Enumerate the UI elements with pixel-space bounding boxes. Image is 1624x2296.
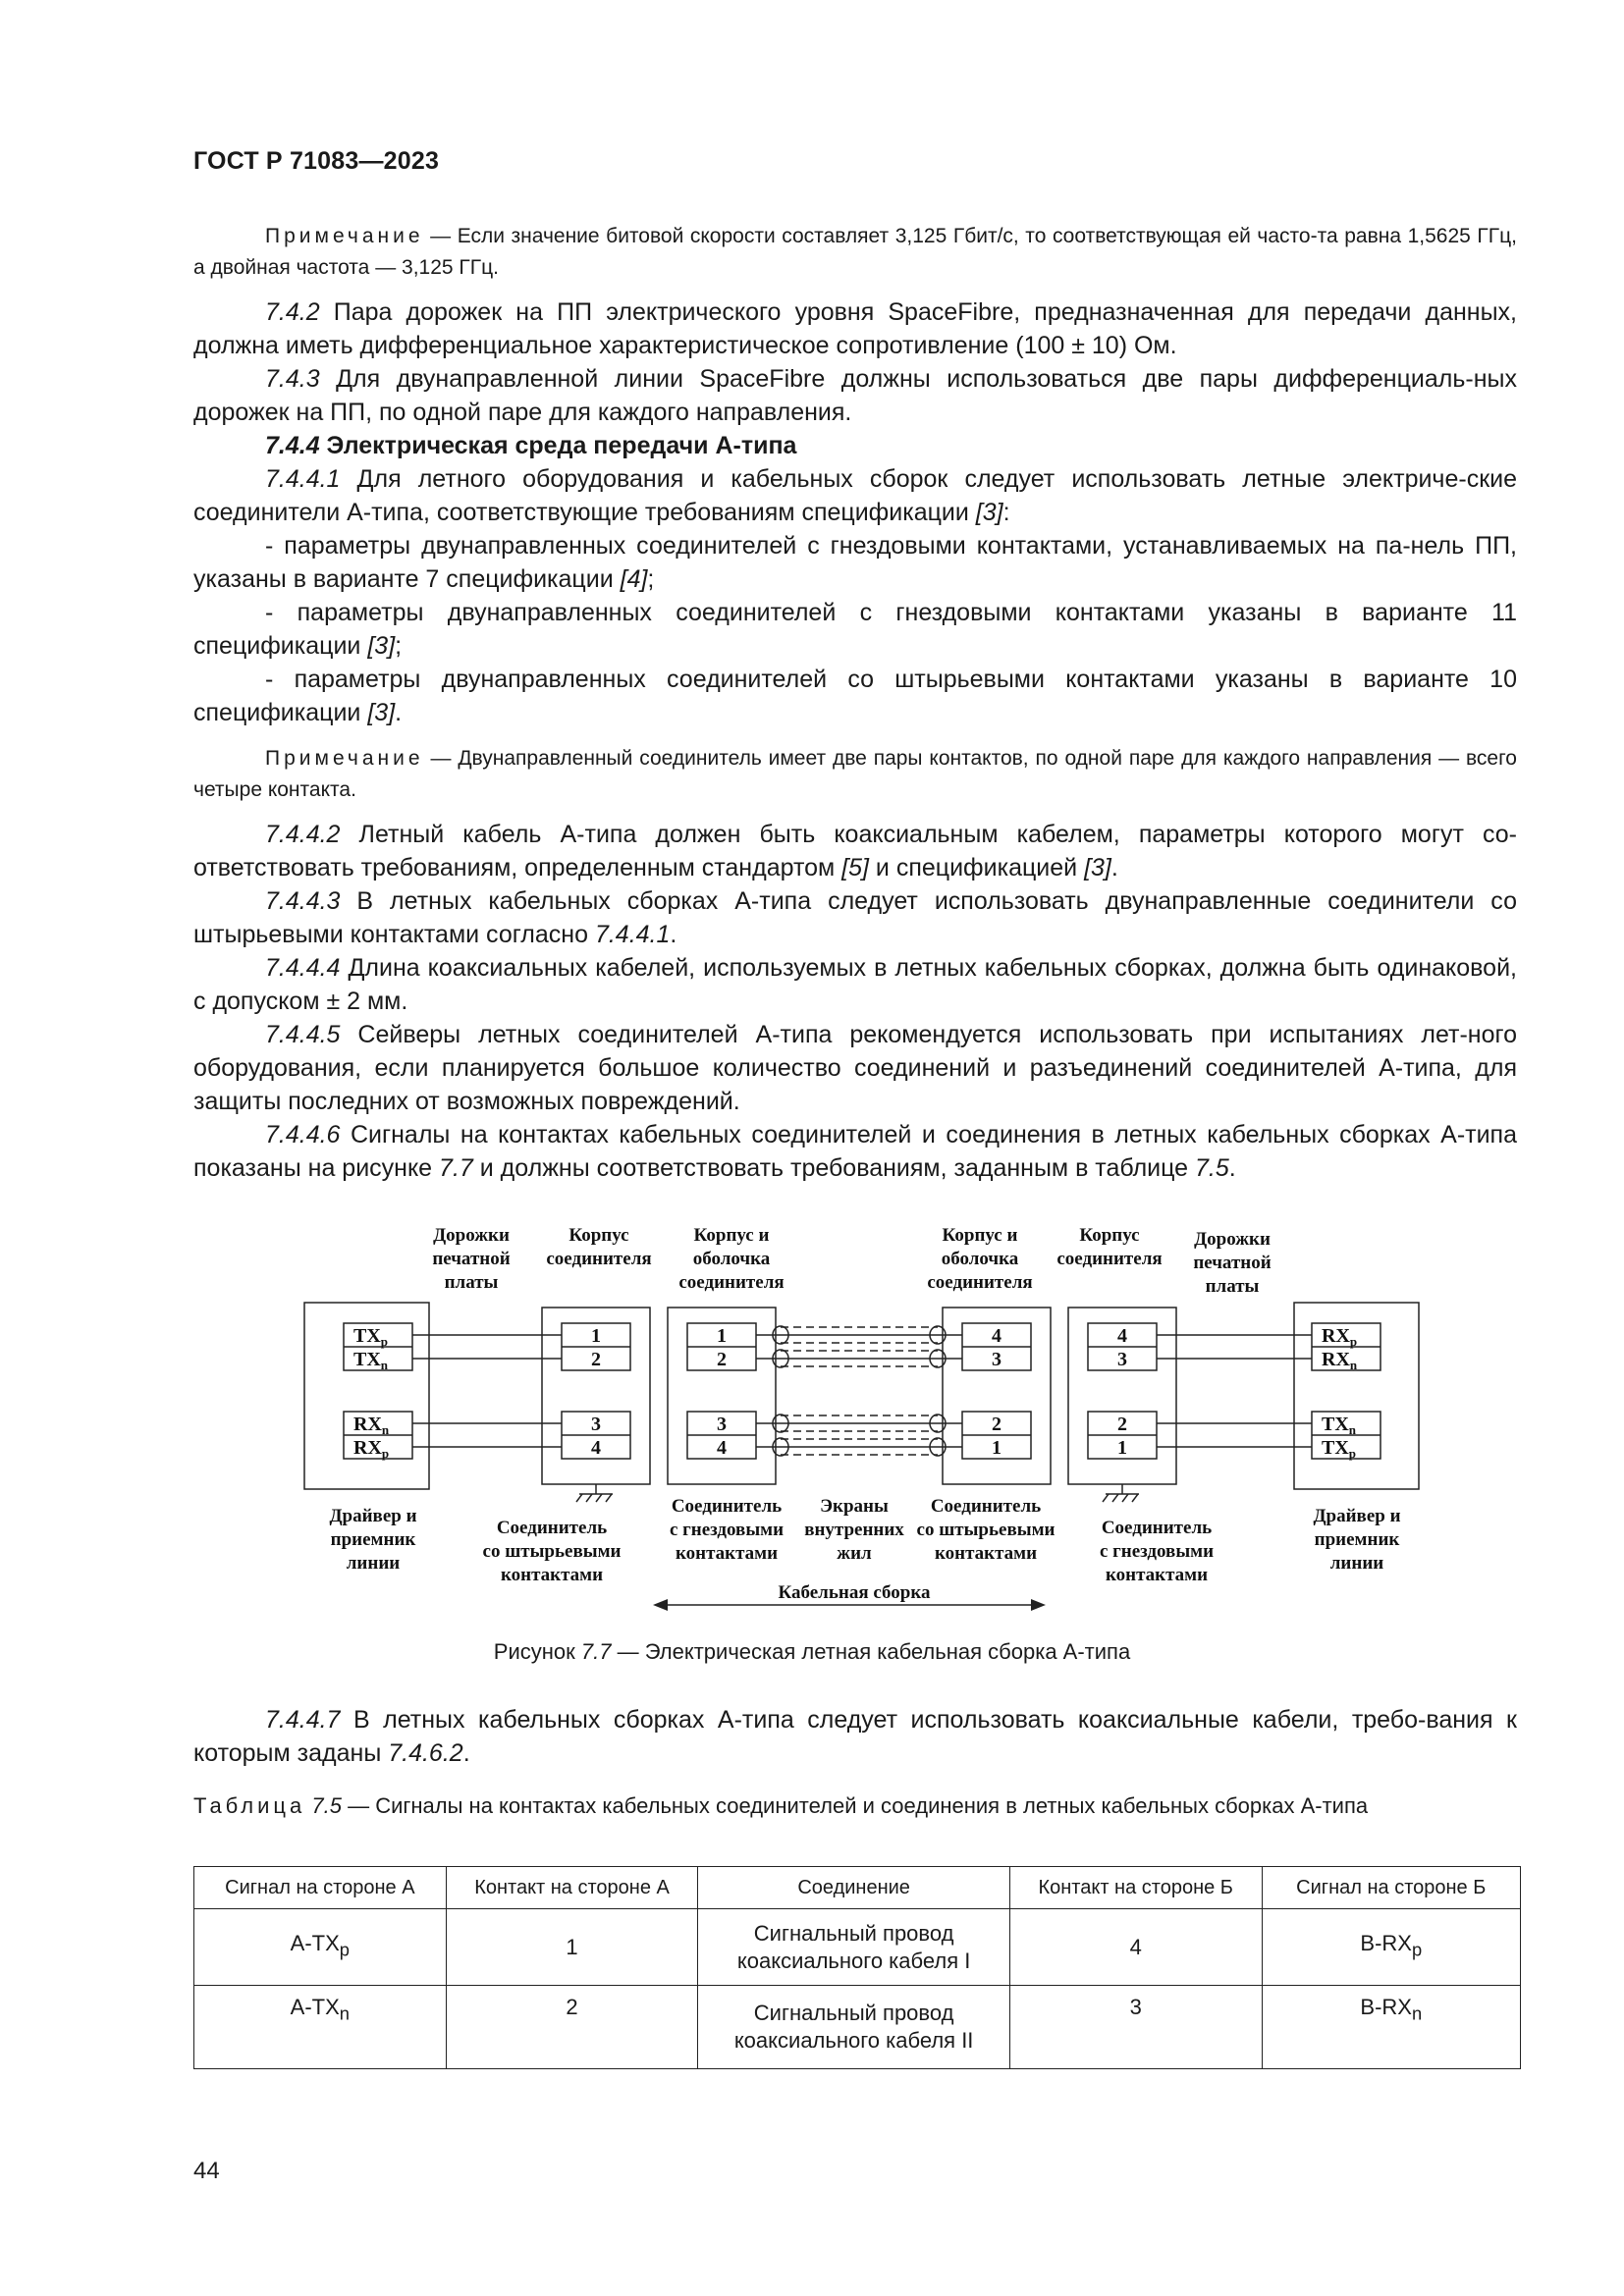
para-7-4-4-3: 7.4.4.3 В летных кабельных сборках А-типа следует использовать двунаправленные соединители со штырьевыми контактами согласно 7.4.4.1. xyxy=(193,887,1517,948)
signal-right-4: $TX_p$ xyxy=(1322,1437,1357,1461)
table-header-row xyxy=(194,1867,1521,1909)
body-bottom xyxy=(193,1703,1517,1821)
para-7-4-4-1: 7.4.4.1 Для летного оборудования и кабельных сборок следует использовать летные электриче-ские соединители А-типа, соответствующие требованиям спецификации [3]: xyxy=(193,465,1517,526)
col-header: Сигнал на стороне А xyxy=(194,1867,447,1909)
arrow-right-icon xyxy=(1031,1599,1046,1611)
bullet-3: - параметры двунаправленных соединителей со штырьевыми контактами указаны в варианте 10 спецификации [3]. xyxy=(193,666,1517,726)
cable-assembly-figure xyxy=(295,1217,1401,1629)
col-header: Контакт на стороне Б xyxy=(1009,1867,1262,1909)
label-plug-connector-left: Соединитель со штырьевыми контактами xyxy=(482,1518,622,1585)
col-header: Сигнал на стороне Б xyxy=(1262,1867,1520,1909)
signal-right-1: $RX_p$ xyxy=(1322,1325,1358,1349)
para-7-4-2: 7.4.2 Пара дорожек на ПП электрического уровня SpaceFibre, предназначенная для передачи данных, должна иметь дифференциальное характеристическое сопротивление (100 ± 10) Ом. xyxy=(193,298,1517,359)
pin-number: 3 xyxy=(992,1349,1001,1370)
cell-connection: Сигнальный провод коаксиального кабеля II xyxy=(698,1986,1009,2069)
cell-signal-b: $B-RX_p$ xyxy=(1262,1909,1520,1986)
para-7-4-4-6: 7.4.4.6 Сигналы на контактах кабельных соединителей и соединения в летных кабельных сборках А-типа показаны на рисунке 7.7 и должны соответствовать требованиям, заданным в таблице 7.5. xyxy=(193,1121,1517,1182)
label-socket-connector-left: Соединитель с гнездовыми контактами xyxy=(669,1496,785,1564)
col-header: Контакт на стороне А xyxy=(446,1867,698,1909)
cell-signal-a: $A-TX_p$ xyxy=(194,1909,447,1986)
pin-number: 2 xyxy=(992,1414,1001,1435)
cell-signal-b: $B-RX_n$ xyxy=(1262,1986,1520,2069)
arrow-left-icon xyxy=(653,1599,668,1611)
label-pcb-traces-right: Дорожки печатной платы xyxy=(1193,1229,1272,1297)
signals-table xyxy=(193,1866,1521,2069)
pin-number: 1 xyxy=(591,1325,601,1347)
pin-number: 4 xyxy=(1117,1325,1127,1347)
label-connector-shell-left: Корпус и оболочка соединителя xyxy=(678,1225,785,1293)
pin-number: 4 xyxy=(717,1437,727,1459)
body-top xyxy=(193,221,1517,1185)
label-connector-shell-right: Корпус и оболочка соединителя xyxy=(927,1225,1033,1293)
cell-contact-b: 3 xyxy=(1009,1986,1262,2069)
bullet-1: - параметры двунаправленных соединителей с гнездовыми контактами, устанавливаемых на па-нель ПП, указаны в варианте 7 спецификации [4]; xyxy=(193,532,1517,593)
label-connector-body-left: Корпус соединителя xyxy=(546,1225,652,1269)
label-socket-connector-right: Соединитель с гнездовыми контактами xyxy=(1099,1518,1215,1585)
label-driver-left: Драйвер и приемник линии xyxy=(329,1506,417,1574)
col-header: Соединение xyxy=(698,1867,1009,1909)
cell-contact-a: 1 xyxy=(446,1909,698,1986)
heading-7-4-4: 7.4.4 Электрическая среда передачи А-типа xyxy=(265,432,797,459)
label-driver-right: Драйвер и приемник линии xyxy=(1313,1506,1401,1574)
table-title: Таблица 7.5 — Сигналы на контактах кабельных соединителей и соединения в летных кабельных сборках А-типа xyxy=(193,1793,1369,1818)
cell-contact-b: 4 xyxy=(1009,1909,1262,1986)
right-driver-box xyxy=(1294,1303,1419,1489)
bullet-2: - параметры двунаправленных соединителей с гнездовыми контактами указаны в варианте 11 спецификации [3]; xyxy=(193,599,1517,660)
pin-number: 3 xyxy=(717,1414,727,1435)
table-row xyxy=(194,1986,1521,2069)
table-row xyxy=(194,1909,1521,1986)
standard-header: ГОСТ Р 71083—2023 xyxy=(193,147,440,175)
signal-left-1: $TX_p$ xyxy=(353,1325,389,1349)
pin-number: 2 xyxy=(1117,1414,1127,1435)
cell-contact-a: 2 xyxy=(446,1986,698,2069)
pin-number: 3 xyxy=(591,1414,601,1435)
pin-number: 4 xyxy=(992,1325,1001,1347)
signal-left-4: $RX_p$ xyxy=(353,1437,390,1461)
label-cable-assembly: Кабельная сборка xyxy=(778,1582,931,1603)
pin-number: 2 xyxy=(591,1349,601,1370)
para-7-4-4-4: 7.4.4.4 Длина коаксиальных кабелей, используемых в летных кабельных сборках, должна быть одинаковой, с допуском ± 2 мм. xyxy=(193,954,1517,1015)
label-pcb-traces-left: Дорожки печатной платы xyxy=(432,1225,511,1293)
pin-number: 1 xyxy=(992,1437,1001,1459)
label-connector-body-right: Корпус соединителя xyxy=(1056,1225,1163,1269)
label-inner-shields: Экраны внутренних жил xyxy=(804,1496,904,1564)
pin-number: 1 xyxy=(1117,1437,1127,1459)
cell-signal-a: $A-TX_n$ xyxy=(194,1986,447,2069)
page-number: 44 xyxy=(193,2158,220,2184)
figure-caption: Рисунок 7.7 — Электрическая летная кабельная сборка А-типа xyxy=(493,1639,1131,1664)
signal-left-3: $RX_n$ xyxy=(353,1414,390,1437)
signal-right-2: $RX_n$ xyxy=(1322,1349,1358,1372)
cell-connection: Сигнальный провод коаксиального кабеля I xyxy=(698,1909,1009,1986)
pin-number: 2 xyxy=(717,1349,727,1370)
note-2: Примечание — Двунаправленный соединитель имеет две пары контактов, по одной паре для каждого направления — всего четыре контакта. xyxy=(193,747,1517,801)
signal-right-3: $TX_n$ xyxy=(1322,1414,1357,1437)
note-1: Примечание — Если значение битовой скорости составляет 3,125 Гбит/с, то соответствующая ей часто-та равна 1,5625 ГГц, а двойная частота — 3,125 ГГц. xyxy=(193,225,1517,279)
signal-left-2: $TX_n$ xyxy=(353,1349,389,1372)
pin-number: 3 xyxy=(1117,1349,1127,1370)
label-plug-connector-right: Соединитель со штырьевыми контактами xyxy=(916,1496,1056,1564)
para-7-4-4-2: 7.4.4.2 Летный кабель А-типа должен быть коаксиальным кабелем, параметры которого могут со-ответствовать требованиям, определенным стандартом [5] и спецификацией [3]. xyxy=(193,821,1517,881)
para-7-4-4-7: 7.4.4.7 В летных кабельных сборках А-типа следует использовать коаксиальные кабели, требо-вания к которым заданы 7.4.6.2. xyxy=(193,1706,1517,1767)
pin-number: 4 xyxy=(591,1437,601,1459)
para-7-4-4-5: 7.4.4.5 Сейверы летных соединителей А-типа рекомендуется использовать при испытаниях лет-ного оборудования, если планируется большое количество соединений и разъединений соединителей А-типа, для защиты последних от возможных повреждений. xyxy=(193,1021,1517,1115)
para-7-4-3: 7.4.3 Для двунаправленной линии SpaceFibre должны использоваться две пары дифференциаль-ных дорожек на ПП, по одной паре для каждого направления. xyxy=(193,365,1517,426)
pin-number: 1 xyxy=(717,1325,727,1347)
